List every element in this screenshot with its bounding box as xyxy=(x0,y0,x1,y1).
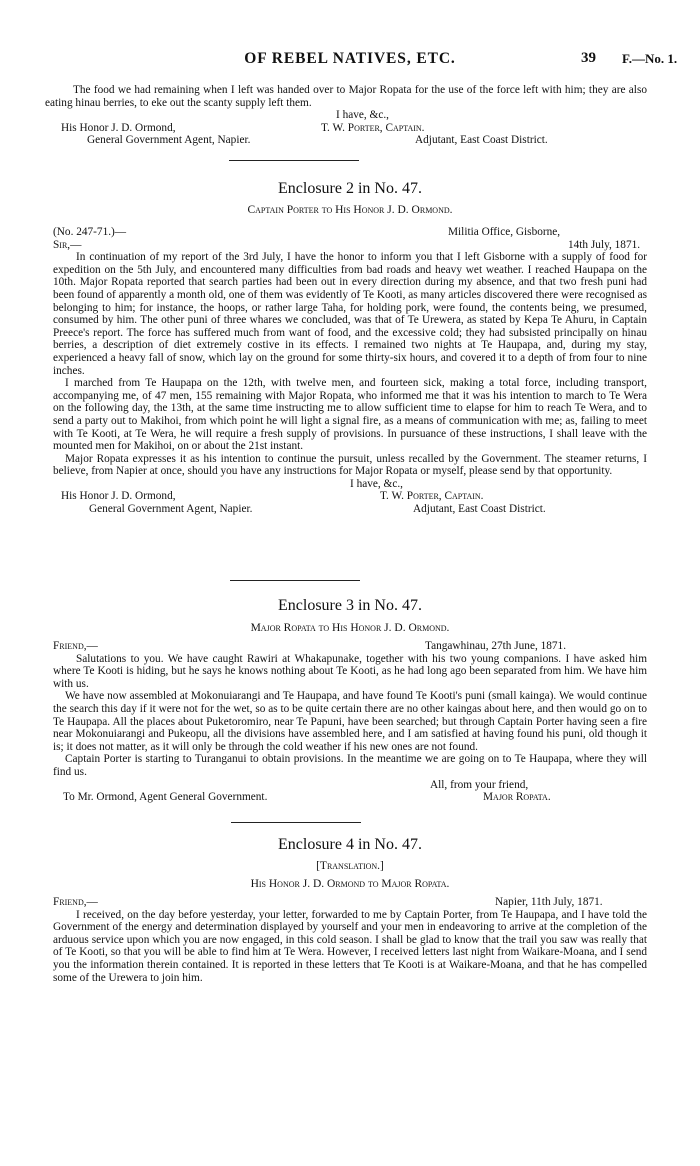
paragraph: Salutations to you. We have caught Rawiri at Whakapunake, together with his two young companions. I have asked him where Te Kooti is hiding, but he says he knows nothing about Te Kooti, as he had long ago been separated from him. We have him with us. xyxy=(53,652,647,690)
signatory-title: Adjutant, East Coast District. xyxy=(415,134,548,147)
enclosure-heading: Enclosure 4 in No. 47. xyxy=(278,836,422,853)
page-number: 39 xyxy=(581,50,596,66)
salutation: Sir,— xyxy=(53,238,82,251)
closing: I have, &c., xyxy=(350,477,404,490)
recipient: To Mr. Ormond, Agent General Government. xyxy=(63,791,268,804)
subtitle-text: Captain Porter to His Honor J. D. Ormond. xyxy=(247,204,453,216)
closing: I have, &c., xyxy=(336,109,390,122)
recipient-title: General Government Agent, Napier. xyxy=(89,503,253,516)
letter-address: Militia Office, Gisborne, xyxy=(448,226,561,238)
enclosure-3-letter xyxy=(53,640,647,804)
divider xyxy=(231,822,361,823)
paragraph: I received, on the day before yesterday, your letter, forwarded to me by Captain Porter, from Te Haupapa, and I have told the Government of the energy and determination displayed by yourself and your men in endeavoring to arrive at the completion of the arduous service upon which you are now engaged, in this cold season. I shall be glad to know that the trail you saw was really that of Te Kooti, so that you will be able to find him at Te Wera. However, I received letters last night from Waikare-Moana, and I send you the information therein contained. It is reported in these letters that Te Kooti is at Waikare-Moana, and that he has compelled some of the Urewera to join him. xyxy=(53,908,647,984)
enclosure-4-letter xyxy=(53,896,647,984)
closing-row xyxy=(53,478,647,491)
reference-row xyxy=(53,226,647,239)
enclosure-subtitle xyxy=(0,878,700,890)
recipient-title: General Government Agent, Napier. xyxy=(87,134,251,147)
enclosure-subtitle xyxy=(0,622,700,634)
salutation-row xyxy=(53,896,647,909)
enclosure-heading: Enclosure 2 in No. 47. xyxy=(278,180,422,197)
enclosure-subtitle xyxy=(0,204,700,216)
divider xyxy=(230,580,360,581)
closing: All, from your friend, xyxy=(430,778,529,791)
letter-date: 14th July, 1871. xyxy=(568,238,641,251)
recipient-name: His Honor J. D. Ormond, xyxy=(61,490,176,503)
translation-note xyxy=(0,860,700,872)
closing-row xyxy=(53,779,647,792)
paragraph: We have now assembled at Mokonuiarangi and Te Haupapa, and have found Te Kooti's puni (small kainga). We would continue the search this day if it were not for the wet, so as to be quite certain there are no other kaingas about here, and then would go on to Te Haupapa. All the places about Puketoromiro, near Te Papuni, have been searched; but through Captain Porter having seen a fire near Mokonuiarangi and Pukeopu, all the divisions have assembled here, and I am satisfied at having found his puni, old though it is; it does not matter, as it will only be through the cold weather if his new ones are not found. xyxy=(53,690,647,753)
signatory-name: T. W. Porter, Captain. xyxy=(321,121,425,134)
paragraph: The food we had remaining when I left was handed over to Major Ropata for the use of the force left with him; they are also eating hinau berries, to eke out the scanty supply left them. xyxy=(45,84,647,109)
subtitle-text: His Honor J. D. Ormond to Major Ropata. xyxy=(250,878,450,890)
signatory-title: Adjutant, East Coast District. xyxy=(413,503,546,516)
header-title: OF REBEL NATIVES, ETC. xyxy=(244,50,456,67)
paragraph: Major Ropata expresses it as his intention to continue the pursuit, unless recalled by the Government. The steamer returns, I believe, from Napier at once, should you have any instructions for Major Ropata or myself, please send by that opportunity. xyxy=(53,452,647,478)
signature-row xyxy=(53,134,647,147)
letter-place-date: Tangawhinau, 27th June, 1871. xyxy=(425,640,567,652)
paragraph: Captain Porter is starting to Turanganui to obtain provisions. In the meantime we are going on to Te Haupapa, where they will find us. xyxy=(53,753,647,778)
salutation: Friend,— xyxy=(53,640,98,652)
paragraph: In continuation of my report of the 3rd July, I have the honor to inform you that I left Gisborne with a supply of food for expedition on the 5th July, and encountered many difficulties from bad roads and heavy wet weather. I reached Haupapa on the 10th. Major Ropata reported that search parties had been out in every direction during my absence, and that two fresh puni had been found of apparently a month old, one of them was evidently of Te Kooti, as many articles discovered there were recognised as belonging to him; for instance, the hoops, or rather large Taha, for holding pork, were found, the contents being, we presumed, consumed by him. The other puni of three whares we concluded, was that of Te Urewera, as stated by Kepa Te Ahuru, in Captain Preece's report. The force has suffered much from want of food, and the excessive cold; they had subsisted principally on hinau berries, a description of diet extremely costive in its effects. I remained two nights at Te Haupapa, and, during my stay, experienced a heavy fall of snow, which lay on the ground for some thirty-six hours, and covered it to a depth of from four to nine inches. xyxy=(53,251,647,377)
recipient-name: His Honor J. D. Ormond, xyxy=(61,121,176,134)
divider xyxy=(229,160,359,161)
letter-reference: (No. 247-71.)— xyxy=(53,226,127,238)
letter-place-date: Napier, 11th July, 1871. xyxy=(495,896,603,908)
paragraph: I marched from Te Haupapa on the 12th, with twelve men, and fourteen sick, making a total force, including transport, accompanying me, of 47 men, 155 remaining with Major Ropata, who informed me that it was his intention to march to Te Wera on the following day, the 13th, at the same time instructing me to allow sufficient time to elapse for him to reach Te Wera, and to send a party out to Makihoi, from which point he will light a signal fire, as a means of communication with me; as, failing to meet with Te Kooti, at Te Wera, he will require a fresh supply of provisions. In pursuance of these instructions, I shall leave with the mounted men for Makihoi, on or about the 21st instant. xyxy=(53,377,647,453)
subtitle-text: Major Ropata to His Honor J. D. Ormond. xyxy=(250,622,450,634)
enclosure-heading: Enclosure 3 in No. 47. xyxy=(278,597,422,614)
signature-row xyxy=(53,503,647,516)
note-text: [Translation.] xyxy=(316,860,384,872)
salutation-row xyxy=(53,640,647,653)
signature-row xyxy=(53,122,647,135)
salutation: Friend,— xyxy=(53,896,98,908)
document-reference: F.—No. 1. xyxy=(622,51,678,66)
enclosure-2-letter xyxy=(53,226,647,516)
closing-row xyxy=(53,109,647,122)
running-header xyxy=(0,50,700,70)
signatory-name: Major Ropata. xyxy=(483,791,551,804)
signature-row xyxy=(53,791,647,804)
letter-continuation xyxy=(45,84,647,147)
signature-row xyxy=(53,490,647,503)
salutation-row xyxy=(53,239,647,252)
signatory-name: T. W. Porter, Captain. xyxy=(380,490,484,503)
